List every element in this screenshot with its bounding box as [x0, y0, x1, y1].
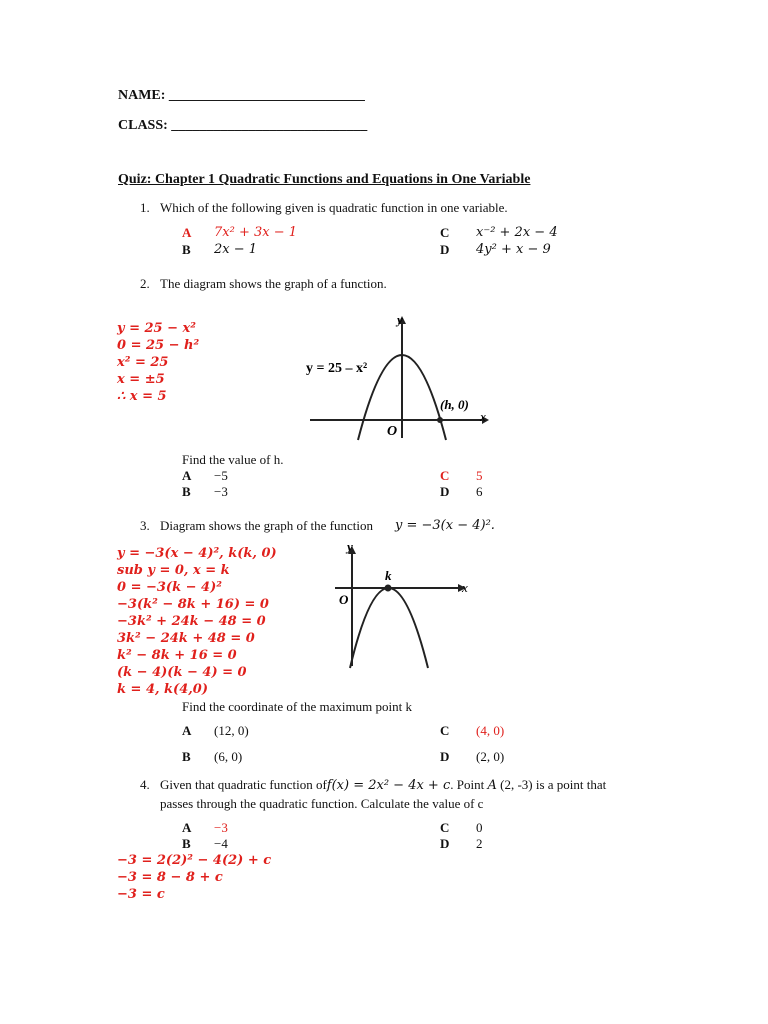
root-point: [437, 417, 443, 423]
x-axis-label: x: [480, 409, 486, 424]
question-text: . Point: [450, 777, 485, 792]
question-line-2: passes through the quadratic function. Calculate the value of c: [160, 796, 484, 811]
point-label: k: [385, 568, 392, 583]
option-c-value: 5: [476, 468, 483, 483]
point-name: A: [487, 778, 497, 793]
option-c-value: x⁻² + 2x − 4: [476, 225, 558, 240]
working-line: k = 4, k(4,0): [117, 682, 208, 697]
question-prompt: Find the value of h.: [182, 452, 284, 467]
option-c-value: 0: [476, 820, 483, 835]
option-d-value: (2, 0): [476, 749, 505, 764]
point-label: (h, 0): [440, 397, 469, 412]
working-line: 0 = −3(k − 4)²: [117, 580, 222, 595]
question-text: (2, -3) is a point that: [500, 777, 607, 792]
option-b-letter: B: [182, 242, 191, 257]
option-a-value: −5: [214, 468, 228, 483]
working-line: sub y = 0, x = k: [117, 563, 230, 578]
working-line: x = ±5: [117, 372, 165, 387]
q4-working: [117, 852, 271, 903]
curve-label: y = 25 – x²: [306, 361, 368, 376]
q3-working: [117, 545, 277, 698]
option-b-letter: B: [182, 836, 191, 851]
option-c-value: (4, 0): [476, 723, 505, 738]
question-function: f(x) = 2x² − 4x + c: [326, 778, 451, 793]
working-line: −3 = 2(2)² − 4(2) + c: [117, 853, 272, 868]
working-line: 3k² − 24k + 48 = 0: [117, 631, 255, 646]
question-number: 3.: [140, 518, 150, 533]
option-b-value: (6, 0): [214, 749, 243, 764]
parabola-graph: [300, 308, 495, 443]
option-b-value: 2x − 1: [214, 242, 258, 257]
origin-label: O: [387, 424, 398, 439]
working-line: y = 25 − x²: [117, 321, 196, 336]
q2-working: [117, 320, 199, 405]
question-function: y = −3(x − 4)².: [395, 518, 495, 533]
option-d-letter: D: [440, 242, 450, 257]
option-c-letter: C: [440, 225, 450, 240]
working-line: x² = 25: [117, 355, 169, 370]
working-line: y = −3(x − 4)², k(k, 0): [117, 546, 277, 561]
option-c-letter: C: [440, 723, 450, 738]
option-d-value: 2: [476, 836, 483, 851]
downward-parabola-graph: [330, 538, 475, 678]
option-d-letter: D: [440, 749, 450, 764]
y-axis-label: y: [397, 312, 403, 327]
parabola-curve: [350, 588, 428, 668]
option-d-value: 4y² + x − 9: [476, 242, 551, 257]
working-line: −3k² + 24k − 48 = 0: [117, 614, 266, 629]
option-c-letter: C: [440, 468, 450, 483]
question-text: Which of the following given is quadratic function in one variable.: [160, 200, 508, 215]
question-text: Diagram shows the graph of the function: [160, 518, 374, 533]
option-b-value: −3: [214, 484, 228, 499]
option-d-letter: D: [440, 484, 450, 499]
y-axis-label: y: [347, 539, 353, 554]
working-line: 0 = 25 − h²: [117, 338, 200, 353]
option-a-value: −3: [214, 820, 228, 835]
working-line: k² − 8k + 16 = 0: [117, 648, 237, 663]
working-line: −3 = c: [117, 887, 165, 902]
working-line: −3(k² − 8k + 16) = 0: [117, 597, 269, 612]
option-b-letter: B: [182, 749, 191, 764]
origin-label: O: [339, 592, 349, 607]
question-text: The diagram shows the graph of a function.: [160, 276, 387, 291]
option-a-letter: A: [182, 468, 192, 483]
question-number: 1.: [140, 200, 150, 215]
name-field-label: NAME: ____________________________: [118, 88, 365, 103]
working-line: ∴ x = 5: [117, 389, 167, 404]
option-a-letter: A: [182, 723, 192, 738]
option-a-letter: A: [182, 225, 192, 240]
question-number: 2.: [140, 276, 150, 291]
option-b-letter: B: [182, 484, 191, 499]
question-text: Given that quadratic function of: [160, 777, 327, 792]
option-b-value: −4: [214, 836, 228, 851]
option-d-letter: D: [440, 836, 450, 851]
option-a-value: (12, 0): [214, 723, 249, 738]
question-prompt: Find the coordinate of the maximum point k: [182, 699, 412, 714]
maximum-point: [385, 585, 392, 592]
option-c-letter: C: [440, 820, 450, 835]
quiz-title: Quiz: Chapter 1 Quadratic Functions and Equations in One Variable: [118, 172, 531, 187]
option-d-value: 6: [476, 484, 483, 499]
x-axis-label: x: [462, 580, 468, 595]
class-field-label: CLASS: ____________________________: [118, 118, 368, 133]
working-line: −3 = 8 − 8 + c: [117, 870, 223, 885]
working-line: (k − 4)(k − 4) = 0: [117, 665, 247, 680]
option-a-letter: A: [182, 820, 192, 835]
question-number: 4.: [140, 777, 150, 792]
option-a-value: 7x² + 3x − 1: [214, 225, 298, 240]
question-line-1: [160, 777, 606, 793]
